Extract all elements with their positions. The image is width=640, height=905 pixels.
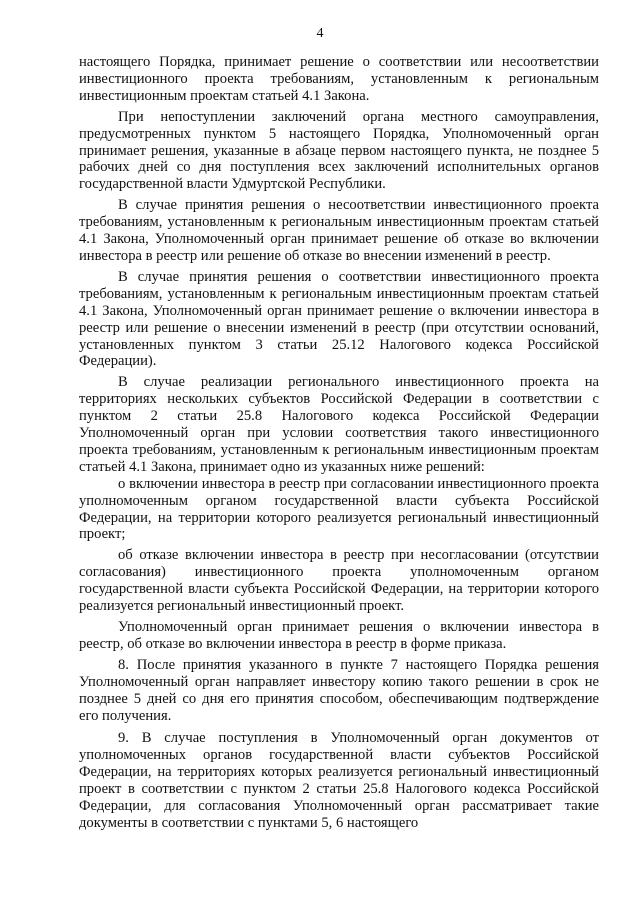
paragraph-no-conclusions: При непоступлении заключений органа местного самоуправления, предусмотренных пунктом 5 настоящего Порядка, Уполномоченный орган принимает решения, указанные в абзаце первом настоящего пункта, не позднее 5 рабочих дней со дня поступления всех заключений исполнительных органов государственной власти Удмуртской Республики.	[79, 108, 599, 193]
paragraph-nonconformity-decision: В случае принятия решения о несоответствии инвестиционного проекта требованиям, установленным к региональным инвестиционным проектам статьей 4.1 Закона, Уполномоченный орган принимает решение об отказе во включении инвестора в реестр или решение об отказе во внесении изменений в реестр.	[79, 197, 599, 264]
paragraph-conformity-decision: В случае принятия решения о соответствии инвестиционного проекта требованиям, установленным к региональным инвестиционным проектам статьей 4.1 Закона, Уполномоченный орган принимает решение о включении инвестора в реестр или решение о внесении изменений в реестр (при отсутствии оснований, установленных пунктом 3 статьи 25.12 Налогового кодекса Российской Федерации).	[79, 268, 599, 370]
page-number: 4	[316, 26, 324, 41]
paragraph-multi-region-project: В случае реализации регионального инвестиционного проекта на территориях нескольких субъектов Российской Федерации в соответствии с пунктом 2 статьи 25.8 Налогового кодекса Российской Федерации Уполномоченный орган при условии соответствия такого инвестиционного проекта требованиям, установленным к региональным инвестиционным проектам статьей 4.1 Закона, принимает одно из указанных ниже решений:	[79, 374, 599, 475]
document-body	[79, 54, 599, 832]
paragraph-item-8: 8. После принятия указанного в пункте 7 настоящего Порядка решения Уполномоченный орган направляет инвестору копию такого решении в срок не позднее 5 дней со дня его принятия способом, обеспечивающим подтверждение его получения.	[79, 656, 599, 724]
paragraph-decision-form: Уполномоченный орган принимает решения о включении инвестора в реестр, об отказе во включении инвестора в реестр в форме приказа.	[79, 619, 599, 652]
paragraph-item-9: 9. В случае поступления в Уполномоченный орган документов от уполномоченных органов государственной власти субъектов Российской Федерации, на территориях которых реализуется региональный инвестиционный проект в соответствии с пунктом 2 статьи 25.8 Налогового кодекса Российской Федерации, для согласования Уполномоченный орган рассматривает такие документы в соответствии с пунктами 5, 6 настоящего	[79, 730, 599, 831]
paragraph-inclusion-on-approval: о включении инвестора в реестр при согласовании инвестиционного проекта уполномоченным органом государственной власти субъекта Российской Федерации, на территории которого реализуется региональный инвестиционный проект;	[79, 475, 599, 543]
paragraph-continuation: настоящего Порядка, принимает решение о соответствии или несоответствии инвестиционного проекта требованиям, установленным к региональным инвестиционным проектам статьей 4.1 Закона.	[79, 54, 599, 104]
paragraph-refusal-on-disapproval: об отказе включении инвестора в реестр при несогласовании (отсутствии согласования) инвестиционного проекта уполномоченным органом государственной власти субъекта Российской Федерации, на территории которого реализуется региональный инвестиционный проект.	[79, 547, 599, 615]
